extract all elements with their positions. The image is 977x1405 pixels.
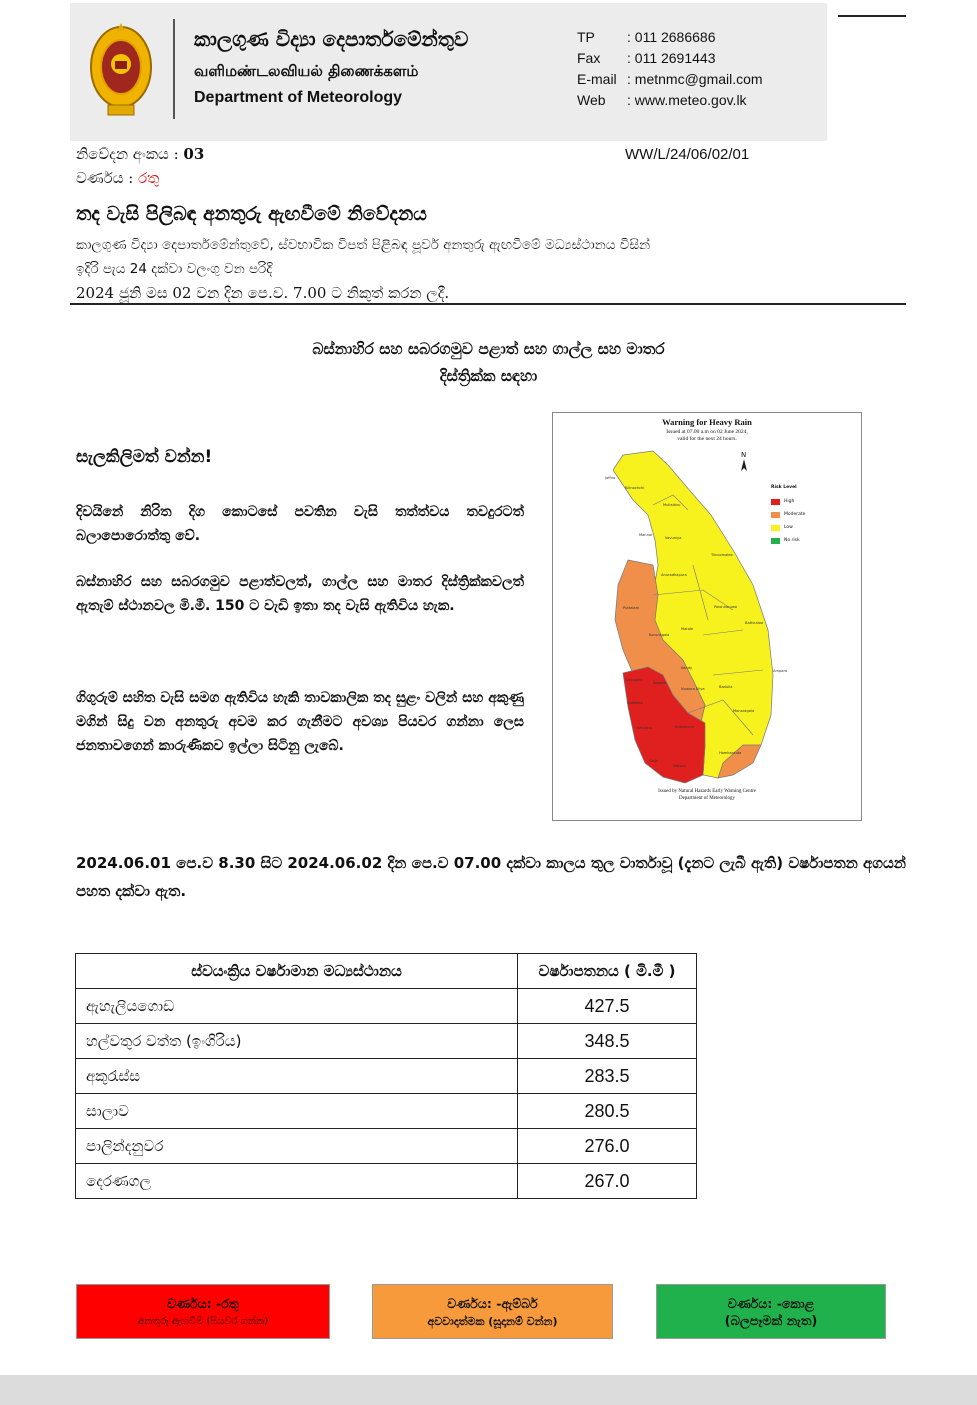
reference-number: WW/L/24/06/02/01 [625,146,750,163]
intro-line: ඉදිරි පැය 24 දක්වා වලංගු වන පරිදි [76,261,273,277]
notice-color-label: වර්ණය : [76,169,134,187]
subtitle-districts: දිස්ත්‍රික්ක සඳහා [439,367,538,385]
contact-fax [577,48,763,69]
north-label: N [741,451,747,459]
district-labels [553,413,861,820]
paragraph-2: බස්නාහිර සහ සබරගමුව පළාත්වලත්, ගාල්ල සහ මාතර දිස්ත්‍රික්කවලත් ඇතැම් ස්ථානවල මි.මී. 150 ට වැඩි ඉතා තද වැසි ඇතිවිය හැක. [76,574,524,614]
district-label: Kalutara [637,726,653,730]
header-divider [173,19,175,119]
station-cell: පාලින්දනුවර [76,1129,518,1164]
department-name-english: Department of Meteorology [194,89,403,106]
notice-intro [76,233,866,305]
notice-number [76,145,204,163]
district-label: Polonnaruwa [714,605,738,609]
district-label: Kandy [681,666,693,670]
table-row [76,1059,697,1094]
department-name-tamil: வளிமண்டலவியல் திணைக்களம் [194,62,419,80]
contact-value: : 011 2691443 [627,50,716,66]
warning-map [552,412,862,821]
rainfall-cell: 267.0 [518,1164,697,1199]
risk-label: Low [784,525,793,530]
alert-heading: සැලකිලිමත් වන්න! [76,447,213,467]
table-header-row [76,954,697,989]
district-label: Jaffna [605,476,616,480]
district-label: Colombo [627,701,643,705]
district-label: Trincomalee [711,553,733,557]
station-cell: ඇහැලියගොඩ [76,989,518,1024]
table-row [76,1024,697,1059]
district-label: Badulla [719,685,733,689]
legend-green-title: වර්ණය: -කොළ [727,1296,815,1311]
intro-line: 2024 ජූනි මස 02 වන දින පෙ.ව. 7.00 ට නිකුත් කරන ලදී. [76,284,450,302]
district-label: Ampara [773,669,788,673]
district-label: Ratnapura [675,725,694,729]
contact-web [577,90,763,111]
page-bottom-bar [0,1375,977,1405]
contact-value: : 011 2686686 [627,29,716,45]
station-cell: අකුරැස්ස [76,1059,518,1094]
contact-value[interactable]: : www.meteo.gov.lk [627,92,747,108]
subtitle-region: බස්නාහිර සහ සබරගමුව පළාත් සහ ගාල්ල සහ මාතර [312,340,665,358]
district-label: Gampaha [625,678,643,682]
risk-label: No risk [784,538,800,543]
contact-value[interactable]: : metnmc@gmail.com [627,71,763,87]
station-cell: දෙරණගල [76,1164,518,1199]
rainfall-period-text: 2024.06.01 පෙ.ව 8.30 සිට 2024.06.02 දින පෙ.ව 07.00 දක්වා කාලය තුල වාර්තාවූ (දැනට ලැබී ඇති) වර්ෂාපතන අගයන් පහත දක්වා ඇත. [76,854,906,900]
contact-label: TP [577,29,595,45]
legend-red-desc: අනතුරු ඇඟවීම (පියවර ගන්න) [137,1316,269,1327]
rainfall-table [75,953,697,1199]
contact-phone [577,27,763,48]
map-footer-1: Issued by Natural Hazards Early Warning Centre [658,789,756,794]
paragraph-3: ගිගුරුම් සහිත වැසි සමග ඇතිවිය හැකි තාවකාලික තද සුළං වලින් සහ අකුණු මගින් සිදු වන අනතුරු අවම කර ගැනීමට අවශ්‍ය පියවර ගන්නා ලෙස ජනතාවගෙන් කාරුණිකව ඉල්ලා සිටිනු ලැබේ. [76,690,524,754]
district-label: Mannar [639,533,653,537]
map-valid: valid for the next 24 hours. [677,436,737,442]
table-row [76,1129,697,1164]
risk-label: Moderate [784,512,806,517]
map-footer-2: Department of Meteorology [678,796,736,801]
intro-line: කාලගුණ විද්‍යා දෙපාර්තමේන්තුවේ, ස්වභාවික විපත් පිළිබඳ පූර්ව අනතුරු ඇඟවීමේ මධ්‍යස්ථානය විසින් [76,237,651,253]
section-rule [70,303,906,305]
district-label: Batticaloa [745,621,764,625]
table-row [76,989,697,1024]
legend-amber [372,1284,613,1339]
contact-block [577,27,763,111]
district-label: Monaragala [733,709,755,713]
table-row [76,1164,697,1199]
rainfall-cell: 280.5 [518,1094,697,1129]
legend-green [656,1284,886,1339]
district-label: Hambantota [719,751,742,755]
risk-label: High [784,499,795,504]
table-row [76,1094,697,1129]
district-label: Galle [649,759,659,763]
district-label: Kilinochchi [625,486,645,490]
paragraph-1: දිවයිනේ නිරිත දිග කොටසේ පවතින වැසි තත්ත්වය තවදුරටත් බලාපොරොත්තු වේ. [76,504,524,544]
district-label: Mullaitivu [663,503,681,507]
sri-lanka-emblem-icon [88,17,154,121]
district-label: Nuwara Eliya [681,687,705,691]
rainfall-cell: 348.5 [518,1024,697,1059]
legend-green-desc: (බලපෑමක් නැත) [724,1314,818,1329]
district-label: Matara [673,764,686,768]
contact-label: E-mail [577,71,617,87]
map-title: Warning for Heavy Rain [662,417,752,427]
map-issued: Issued at 07.00 a.m on 02 June 2024, [666,429,748,435]
column-header-station: ස්වයංක්‍රිය වර්ෂාමාන මධ්‍යස්ථානය [76,954,518,989]
district-label: Anuradhapura [661,573,687,577]
district-label: Matale [681,627,694,631]
station-cell: හල්වතුර වත්ත (ඉංගිරිය) [76,1024,518,1059]
notice-title: තද වැසි පිලිබඳ අනතුරු ඇඟවීමේ නිවේදනය [76,203,427,225]
legend-amber-title: වර්ණය: -ඇම්බර් [447,1296,538,1311]
district-label: Vavuniya [665,536,682,540]
district-label: Puttalam [623,606,640,610]
column-header-rainfall: වර්ෂාපතනය ( මි.මී ) [518,954,697,989]
contact-label: Web [577,92,606,108]
legend-amber-desc: අවවාදාත්මක (සූදානම් වන්න) [427,1315,558,1328]
rainfall-cell: 283.5 [518,1059,697,1094]
legend-title: Risk Level [771,485,797,490]
district-label: Kegalle [653,681,667,685]
rainfall-cell: 276.0 [518,1129,697,1164]
notice-color-value: රතු [138,169,160,187]
legend-red [76,1284,330,1339]
station-cell: සාලාව [76,1094,518,1129]
notice-number-label: නිවේදන අංකය : [76,145,179,163]
contact-label: Fax [577,50,601,66]
legend-red-title: වර්ණය: -රතු [167,1296,239,1311]
district-label: Kurunegala [649,633,670,637]
contact-email [577,69,763,90]
department-name-sinhala: කාලගුණ විද්‍යා දෙපාර්තමේන්තුව [194,27,469,51]
notice-number-value: 03 [183,145,205,163]
letterhead [70,3,827,141]
rainfall-cell: 427.5 [518,989,697,1024]
notice-color [76,169,159,187]
top-right-rule [838,15,906,17]
